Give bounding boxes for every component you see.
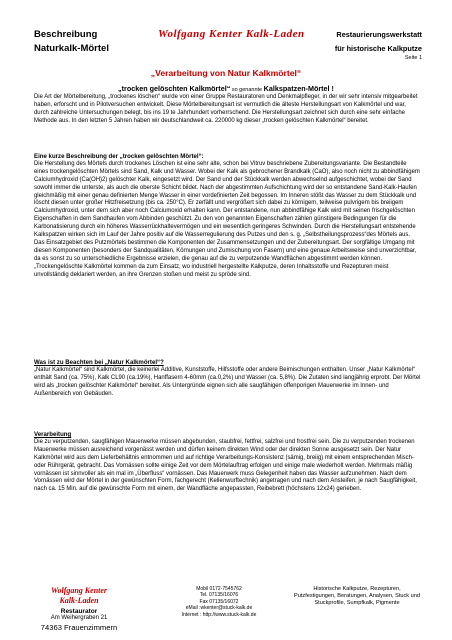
footer-brand-shop: Kalk-Laden [59,596,99,605]
subtitle-name: Kalkspatzen-Mörtel ! [263,84,334,93]
subtitle-connector: so genannte [230,87,264,93]
header-product: Naturkalk-Mörtel [34,43,109,54]
header-brand-logo: Wolfgang Kenter Kalk-Laden [158,28,305,40]
section-description-text: Die Herstellung des Mörtels durch trockenes Löschen ist eine sehr alte, schon bei Vitruv beschriebene Zubereitungsvariante. Die Bestandteile eines trockengelöschten Mörtels sind Sand, Kalk und Wasser. Wobei der Kalk als gebrochener Brandkalk (CaO), also noch nicht zu abbindfähigem Calciumhydroxid (Ca(OH)2) gelöschter Kalk, eingesetzt wird. Der Sand und der Stückkalk werden abwechselnd aufgeschichtet, wobei der Sand sowohl immer die unterste, als auch die oberste Schicht bildet. Nach der abgestimmten Aufschichtung wird der so entstandene Sand-Kalk-Haufen gleichmäßig mit einer genau definierten Menge Wasser in einer vordefinierten Zeit begossen. Im Inneren stößt das Wasser zu dem Stückkalk und löscht diesen unter großer Hitzfreisetzung (bis ca. 250°C). Er zerfällt und vergrößert sich dabei zu körnigem, teilweise pulvrigem bis breiigem Calciumhydroxid, unter dem sich aber noch Calciumoxid erhalten kann. Der entstandene, nun abbindfähige Kalk wird mit seinen frischgelöschten Eigenschaften in dem Sandhaufen vom Abbinden geschützt. Zu den von genannten Eigenschaften zählen günstigere Bedingungen für die Karbonatisierung durch ein höheres Wasserrückhaltevermögen und ein wesentlich geringeres Schwinden. Durch die Herstellungsart entstehende Kalkspatzen wirken sich im Lauf der Jahre positiv auf die Wasserregulierung des Putzes und den s. g. „Selbstheilungsprozess“des Mörtels aus. Das Einsatzgebiet des Putzmörtels bestimmen die Komponenten der Zusammensetzungen und der Zubereitungsart. Der sorgfältige Umgang mit diesen Komponenten (besonders der Sandqualitäten, Körnungen und Zumischung von Fasern) und eine genaue Arbeitsweise sind unverzichtbar, da es sonst zu so unterschiedliche Ergebnisse erzielen, die genau auf die zu verputzende Wandflächen abgestimmt werden können. „Trockengelöschte Kalkmörtel kommen da zum Einsatz, wo industriell hergestellte Kalkputze, deren Inhaltsstoffe und Rezepturen meist unvollständig deklariert werden, an ihre Grenzen stoßen und meist zu spröde sind. [34,160,420,278]
document-title: „Verarbeitung von Natur Kalkmörtel“ [150,68,302,78]
footer-fax: Fax 07135/16072 [199,598,239,605]
header-right [335,28,422,56]
header-specialty: für historische Kalkputze [334,44,422,53]
page-number: Seite 1 [404,55,422,61]
section-description-heading: Eine kurze Beschreibung der „trocken gelöschten Mörtel“: [34,153,204,160]
footer-mobile: Mobil 0172-7545762 [196,586,242,592]
subtitle-term: „trocken gelöschten Kalkmörtel“ [118,84,231,93]
footer-brand-name: Wolfgang Kenter [50,586,108,595]
footer-website-link[interactable]: Internet : http://www.stuck-kalk.de [181,611,257,618]
footer-contact-block [154,586,284,618]
section-processing-text: Die zu verputzenden, saugfähigen Mauerwerke müssen abgebunden, staubfrei, fettfrei, salzfrei und frostfrei sein. Die zu verputzenden trockenen Mauerwerke müssen ausreichend vorgenässt werden und dürfen keinem direkten Wind oder der direkten Sonne ausgesetzt sein. Der Natur Kalkmörtel wird aus dem Lieferbehältnis entnommen und auf richtige Verarbeitungs-Konsistenz (sämig, breiig) mit einem entsprechenden Misch- oder Rührgerät, gebracht. Das Vornässen sollte einige Zeit vor dem Mörtelauftrag erfolgen und einige male wiederholt werden. Mehrmals mäßig vornässen ist sinnvoller als ein mal im „Überfluss“ vornässen. Das Mauerwerk muss Gelegenheit haben das Wasser aufzunehmen. Nach dem Vornässen wird der Mörtel in der gewünschten Form, fachgerecht (Kellenwurftechnik) angetragen und nach dem Ansteifen, je nach Saugfähigkeit, nach ca. 15 Min. auf die gewünschte Form mit einem, der Wandfläche angepassten, Reibebrett (höchstens 12x24) gerieben. [34,438,417,493]
footer-address-block [34,586,124,632]
intro-paragraph [34,94,422,126]
section-natural-mortar [34,359,422,399]
section-processing [34,431,422,494]
section-description [34,153,422,280]
footer-street: Am Weihergraben 21 [50,615,108,621]
document-subtitle [0,84,452,93]
footer-email-link[interactable]: eMail :wkenter@stuck-kalk.de [185,605,253,612]
footer [34,586,422,636]
section-natural-mortar-text: „Natur Kalkmörtel“ sind Kalkmörtel, die keinerlei Additive, Kunststoffe, Hilfsstoffe oder andere Beimischungen enthalten. Unser „Natur Kalkmörtel“ enthält Sand (ca. 75%), Kalk CL90 (ca.19%), Hanffasern 4-60mm (ca.0,2%) und Wasser (ca. 5,8%). Die Zutaten sind langjährig erprobt. Der Mörtel wird als „trocken gelöschter Kalkmörtel“ bereitet. Als Untergründe eignen sich alle saugfähigen offenporigen Mauerwerke im Innen- und Außenbereich von Gebäuden. [34,366,421,397]
header-left [34,28,109,56]
section-natural-mortar-heading: Was ist zu Beachten bei „Natur Kalkmörtel“? [34,359,164,366]
section-processing-heading: Verarbeitung [34,431,72,438]
header-doc-type: Beschreibung [34,29,98,40]
footer-role: Restaurator [60,608,98,615]
footer-services: Historische Kalkputze, Rezepturen, Putzfestigungen, Beratungen, Analysen, Stuck und Stuckprofile, Sumpfkalk, Pigmente [294,586,420,606]
header-workshop: Restaurierungswerkstatt [336,30,422,39]
footer-phone: Tel. 07135/16076 [199,592,239,599]
footer-city: 74363 Frauenzimmern [40,622,118,632]
intro-text: Die Art der Mörtelbereitung, „trockenes löschen“ wurde von einer Gruppe Restauratoren und Denkmalpfleger, in der wir sehr intensiv mitgearbeitet haben, erforscht und in Pilotversuchen entwickelt. Diese Mörtelbereitungsart ist vermutlich die älteste Herstellungsart von Kalkmörtel und war, durch zahlreiche Untersuchungen belegt, bis ins 19 te Jahrhundert vorherrschend. Die Herstellungsart zeichnet sich durch eine sehr einfache Methode aus. In den letzten 5 Jahren haben wir deutschlandweit ca. 220000 kg dieser „trocken gelöschten Kalkmörtel“ bereitet. [34,94,418,124]
